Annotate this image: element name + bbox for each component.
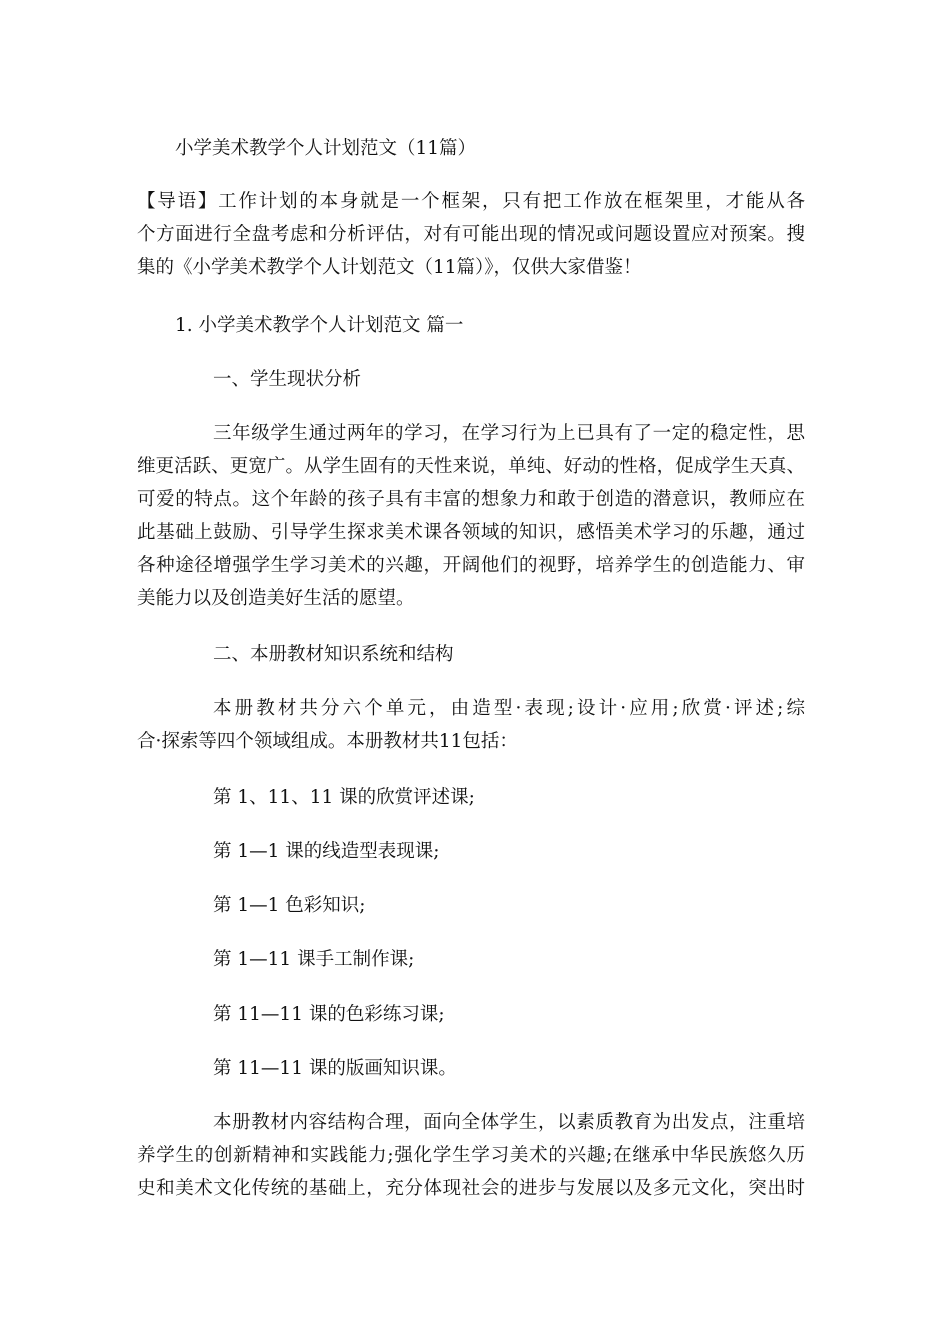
list-item: 第 1—1 色彩知识; [213,895,366,916]
list-item: 第 1—11 课手工制作课; [213,949,415,970]
intro-line: 【导语】工作计划的本身就是一个框架，只有把工作放在框架里，才能从各 [137,191,805,212]
paragraph-line: 可爱的特点。这个年龄的孩子具有丰富的想象力和敢于创造的潜意识，教师应在 [137,489,805,510]
paragraph-line: 养学生的创新精神和实践能力;强化学生学习美术的兴趣;在继承中华民族悠久历 [137,1145,805,1166]
closing-paragraph [137,1110,805,1209]
paragraph-line: 此基础上鼓励、引导学生探求美术课各领域的知识，感悟美术学习的乐趣，通过 [137,522,805,543]
paragraph-line: 本册教材共分六个单元，由造型·表现;设计·应用;欣赏·评述;综 [213,698,805,719]
section1-paragraph [137,421,805,619]
paragraph-line: 合·探索等四个领域组成。本册教材共11包括： [137,731,518,752]
list-item: 第 11—11 课的版画知识课。 [213,1058,457,1079]
paragraph-line: 史和美术文化传统的基础上，充分体现社会的进步与发展以及多元文化，突出时 [137,1178,805,1199]
intro-line: 集的《小学美术教学个人计划范文（11篇）》，仅供大家借鉴！ [137,257,642,278]
intro-line: 个方面进行全盘考虑和分析评估，对有可能出现的情况或问题设置应对预案。搜 [137,224,805,245]
paragraph-line: 各种途径增强学生学习美术的兴趣，开阔他们的视野，培养学生的创造能力、审 [137,555,805,576]
section-heading: 二、本册教材知识系统和结构 [213,644,454,665]
paragraph-line: 本册教材内容结构合理，面向全体学生，以素质教育为出发点，注重培 [213,1112,805,1133]
intro-paragraph [137,189,805,288]
list-item: 第 11—11 课的色彩练习课; [213,1004,445,1025]
article-heading: 1. 小学美术教学个人计划范文 篇一 [175,315,464,336]
section2-paragraph [137,696,805,762]
paragraph-line: 维更活跃、更宽广。从学生固有的天性来说，单纯、好动的性格，促成学生天真、 [137,456,805,477]
paragraph-line: 美能力以及创造美好生活的愿望。 [137,588,415,609]
list-item: 第 1、11、11 课的欣赏评述课; [213,787,475,808]
paragraph-line: 三年级学生通过两年的学习，在学习行为上已具有了一定的稳定性，思 [213,423,805,444]
document-title: 小学美术教学个人计划范文（11篇） [175,138,477,159]
list-item: 第 1—1 课的线造型表现课; [213,841,440,862]
section-heading: 一、学生现状分析 [213,369,362,390]
